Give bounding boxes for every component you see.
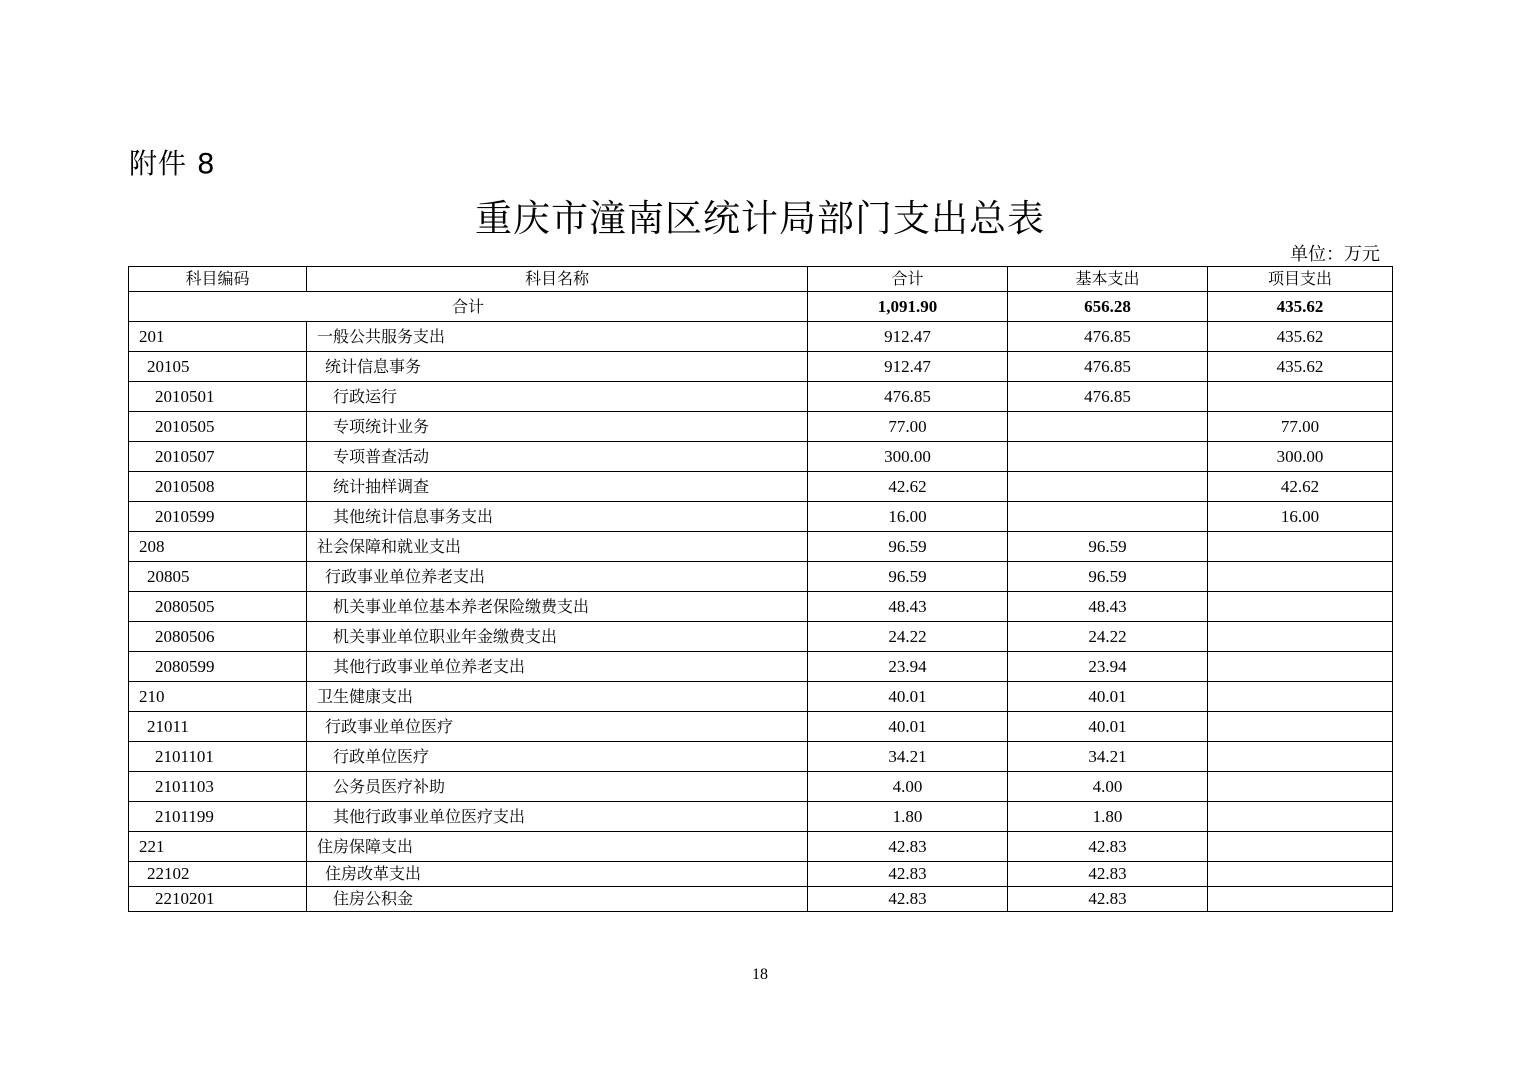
name-cell: 住房改革支出 <box>307 862 808 887</box>
code-cell: 21011 <box>129 712 307 742</box>
total-cell: 476.85 <box>808 382 1008 412</box>
basic-cell <box>1008 472 1208 502</box>
table-row <box>129 742 1393 772</box>
code-cell: 2101103 <box>129 772 307 802</box>
total-cell: 34.21 <box>808 742 1008 772</box>
total-cell: 4.00 <box>808 772 1008 802</box>
total-cell: 42.83 <box>808 887 1008 912</box>
basic-cell: 23.94 <box>1008 652 1208 682</box>
table-row <box>129 652 1393 682</box>
project-cell: 77.00 <box>1208 412 1393 442</box>
table-row <box>129 772 1393 802</box>
basic-cell: 42.83 <box>1008 862 1208 887</box>
total-cell: 42.62 <box>808 472 1008 502</box>
project-cell <box>1208 712 1393 742</box>
project-cell <box>1208 772 1393 802</box>
code-cell: 2210201 <box>129 887 307 912</box>
total-cell: 42.83 <box>808 862 1008 887</box>
table-row <box>129 382 1393 412</box>
name-cell: 住房公积金 <box>307 887 808 912</box>
basic-cell: 476.85 <box>1008 322 1208 352</box>
basic-cell: 42.83 <box>1008 887 1208 912</box>
total-cell: 42.83 <box>808 832 1008 862</box>
project-cell <box>1208 802 1393 832</box>
basic-cell: 48.43 <box>1008 592 1208 622</box>
name-cell: 机关事业单位基本养老保险缴费支出 <box>307 592 808 622</box>
name-cell: 其他行政事业单位养老支出 <box>307 652 808 682</box>
project-cell <box>1208 862 1393 887</box>
basic-cell <box>1008 442 1208 472</box>
total-cell: 24.22 <box>808 622 1008 652</box>
basic-cell <box>1008 502 1208 532</box>
total-cell: 96.59 <box>808 562 1008 592</box>
code-cell: 2101101 <box>129 742 307 772</box>
name-cell: 行政单位医疗 <box>307 742 808 772</box>
basic-cell: 40.01 <box>1008 682 1208 712</box>
code-cell: 2010501 <box>129 382 307 412</box>
project-cell: 42.62 <box>1208 472 1393 502</box>
name-cell: 行政运行 <box>307 382 808 412</box>
total-cell: 96.59 <box>808 532 1008 562</box>
code-cell: 2010508 <box>129 472 307 502</box>
table-row <box>129 622 1393 652</box>
code-cell: 208 <box>129 532 307 562</box>
basic-cell: 1.80 <box>1008 802 1208 832</box>
project-cell <box>1208 832 1393 862</box>
code-cell: 210 <box>129 682 307 712</box>
name-cell: 统计抽样调查 <box>307 472 808 502</box>
project-cell <box>1208 592 1393 622</box>
basic-cell: 34.21 <box>1008 742 1208 772</box>
name-cell: 其他统计信息事务支出 <box>307 502 808 532</box>
column-header-basic: 基本支出 <box>1008 267 1208 292</box>
basic-cell <box>1008 412 1208 442</box>
code-cell: 2010507 <box>129 442 307 472</box>
total-row <box>129 292 1393 322</box>
column-header-total: 合计 <box>808 267 1008 292</box>
page-number: 18 <box>752 966 768 983</box>
total-cell: 1.80 <box>808 802 1008 832</box>
code-cell: 20105 <box>129 352 307 382</box>
total-cell: 912.47 <box>808 352 1008 382</box>
code-cell: 2010505 <box>129 412 307 442</box>
project-cell <box>1208 742 1393 772</box>
project-cell <box>1208 887 1393 912</box>
project-cell <box>1208 682 1393 712</box>
table-row <box>129 887 1393 912</box>
table-row <box>129 532 1393 562</box>
name-cell: 机关事业单位职业年金缴费支出 <box>307 622 808 652</box>
page-title: 重庆市潼南区统计局部门支出总表 <box>475 197 1045 240</box>
table-row <box>129 442 1393 472</box>
total-cell: 300.00 <box>808 442 1008 472</box>
project-cell <box>1208 382 1393 412</box>
basic-cell: 40.01 <box>1008 712 1208 742</box>
table-row <box>129 832 1393 862</box>
table-row <box>129 412 1393 442</box>
code-cell: 2101199 <box>129 802 307 832</box>
table-row <box>129 502 1393 532</box>
code-cell: 2080599 <box>129 652 307 682</box>
basic-cell: 96.59 <box>1008 562 1208 592</box>
total-cell: 16.00 <box>808 502 1008 532</box>
total-basic: 656.28 <box>1008 292 1208 322</box>
basic-cell: 96.59 <box>1008 532 1208 562</box>
name-cell: 其他行政事业单位医疗支出 <box>307 802 808 832</box>
code-cell: 2080505 <box>129 592 307 622</box>
basic-cell: 24.22 <box>1008 622 1208 652</box>
name-cell: 卫生健康支出 <box>307 682 808 712</box>
column-header-project: 项目支出 <box>1208 267 1393 292</box>
name-cell: 统计信息事务 <box>307 352 808 382</box>
name-cell: 行政事业单位养老支出 <box>307 562 808 592</box>
total-cell: 77.00 <box>808 412 1008 442</box>
project-cell <box>1208 532 1393 562</box>
expenditure-table <box>128 266 1393 912</box>
attachment-label: 附件 8 <box>129 147 216 180</box>
total-label: 合计 <box>129 292 808 322</box>
code-cell: 221 <box>129 832 307 862</box>
basic-cell: 476.85 <box>1008 352 1208 382</box>
basic-cell: 476.85 <box>1008 382 1208 412</box>
name-cell: 专项统计业务 <box>307 412 808 442</box>
total-cell: 48.43 <box>808 592 1008 622</box>
name-cell: 公务员医疗补助 <box>307 772 808 802</box>
project-cell <box>1208 652 1393 682</box>
table-header-row <box>129 267 1393 292</box>
table-row <box>129 472 1393 502</box>
table-row <box>129 322 1393 352</box>
column-header-code: 科目编码 <box>129 267 307 292</box>
name-cell: 一般公共服务支出 <box>307 322 808 352</box>
column-header-name: 科目名称 <box>307 267 808 292</box>
project-cell: 16.00 <box>1208 502 1393 532</box>
name-cell: 住房保障支出 <box>307 832 808 862</box>
total-project: 435.62 <box>1208 292 1393 322</box>
total-sum: 1,091.90 <box>808 292 1008 322</box>
code-cell: 201 <box>129 322 307 352</box>
name-cell: 行政事业单位医疗 <box>307 712 808 742</box>
code-cell: 22102 <box>129 862 307 887</box>
table-row <box>129 592 1393 622</box>
basic-cell: 42.83 <box>1008 832 1208 862</box>
table-row <box>129 712 1393 742</box>
code-cell: 20805 <box>129 562 307 592</box>
project-cell <box>1208 622 1393 652</box>
project-cell: 435.62 <box>1208 322 1393 352</box>
total-cell: 23.94 <box>808 652 1008 682</box>
table-row <box>129 352 1393 382</box>
basic-cell: 4.00 <box>1008 772 1208 802</box>
project-cell: 435.62 <box>1208 352 1393 382</box>
project-cell: 300.00 <box>1208 442 1393 472</box>
name-cell: 专项普查活动 <box>307 442 808 472</box>
unit-label: 单位：万元 <box>1290 244 1380 265</box>
table-row <box>129 682 1393 712</box>
code-cell: 2080506 <box>129 622 307 652</box>
total-cell: 40.01 <box>808 682 1008 712</box>
table-row <box>129 862 1393 887</box>
table-row <box>129 562 1393 592</box>
code-cell: 2010599 <box>129 502 307 532</box>
name-cell: 社会保障和就业支出 <box>307 532 808 562</box>
total-cell: 40.01 <box>808 712 1008 742</box>
table-row <box>129 802 1393 832</box>
project-cell <box>1208 562 1393 592</box>
total-cell: 912.47 <box>808 322 1008 352</box>
